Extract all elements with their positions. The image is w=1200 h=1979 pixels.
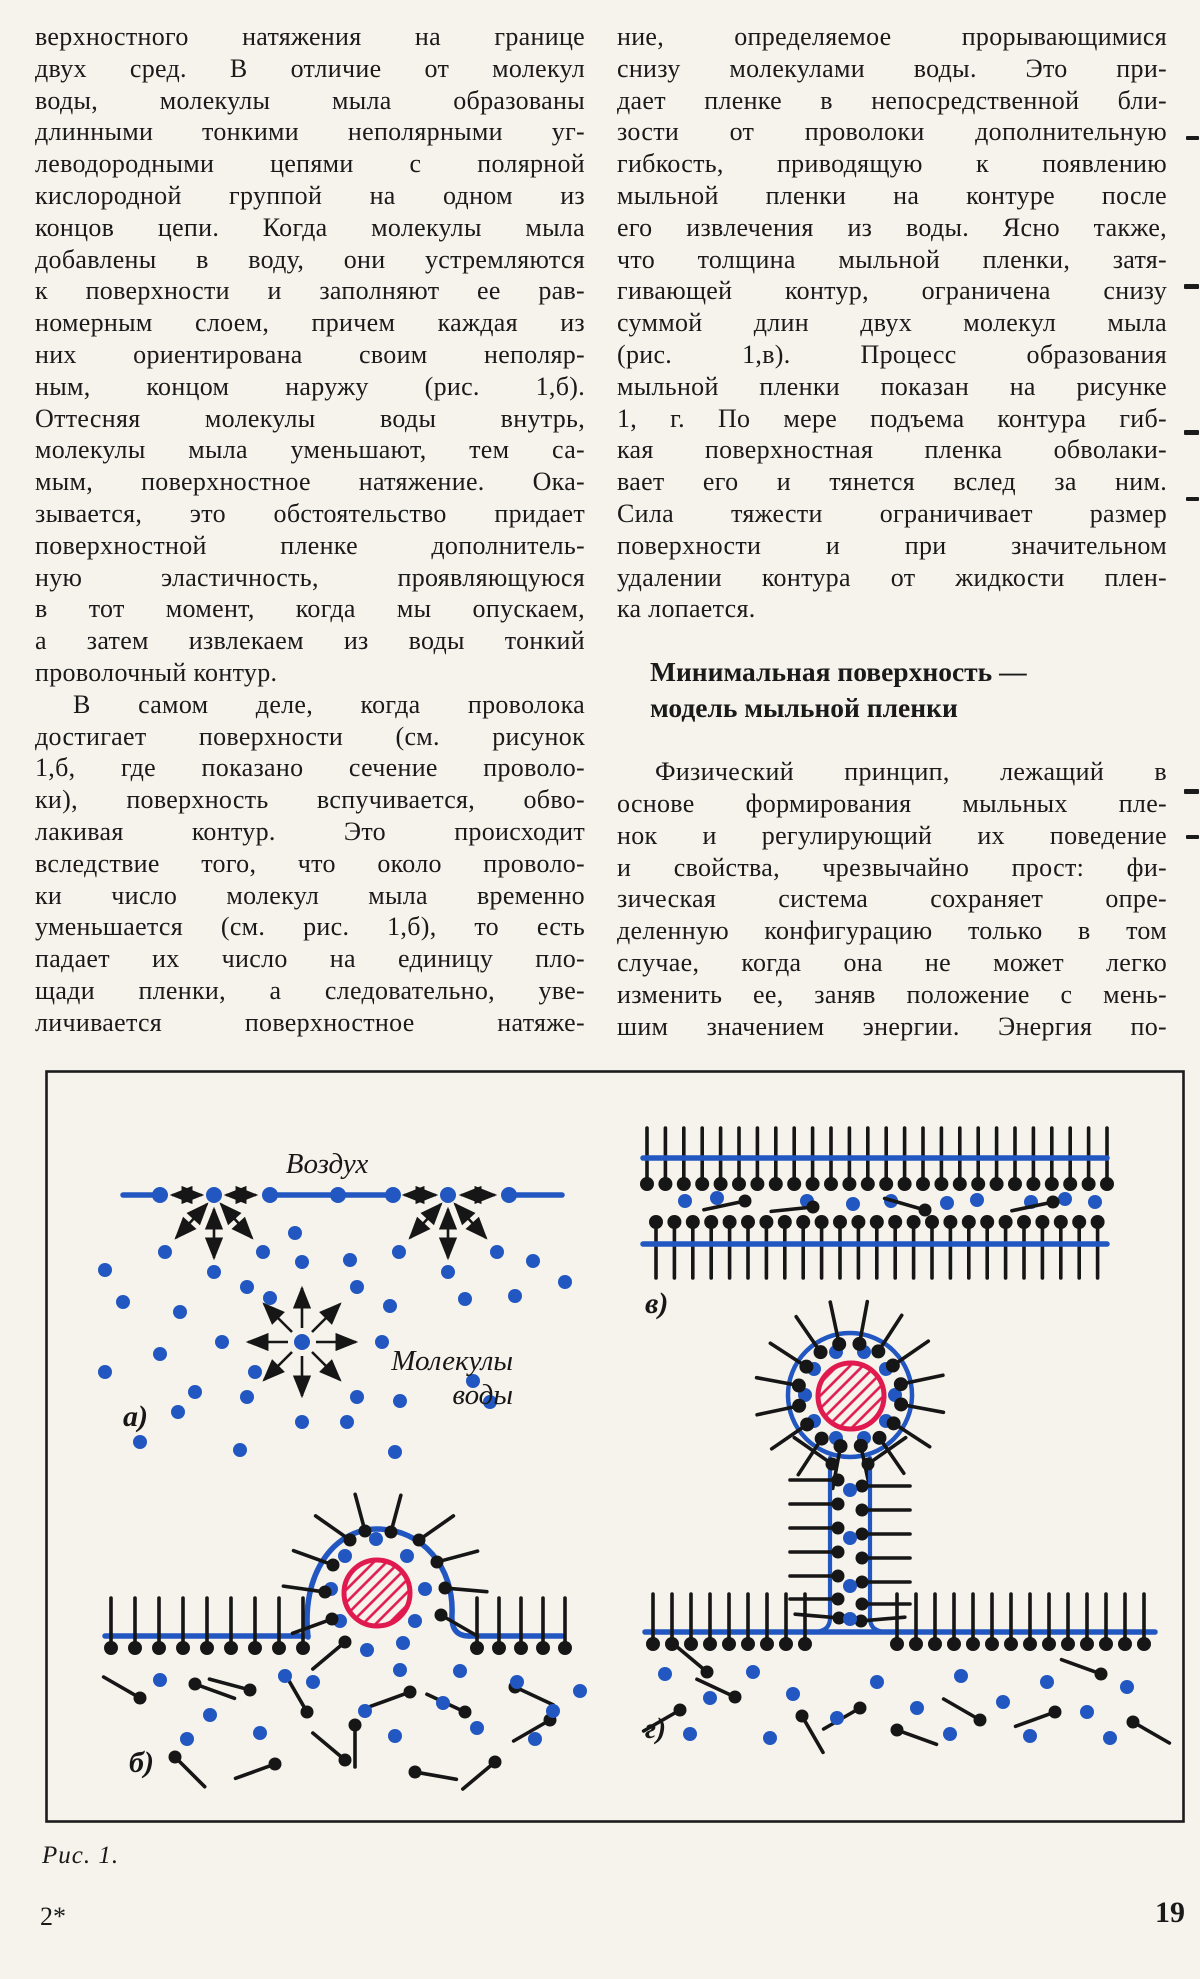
scan-artifact bbox=[1184, 284, 1199, 289]
section-heading bbox=[650, 654, 1167, 726]
film-core-soap-molecules bbox=[704, 1195, 1060, 1217]
column-water-molecules bbox=[843, 1483, 857, 1626]
text-line: 1, г. По мере подъема контура гиб- bbox=[617, 403, 1167, 433]
text-line: уменьшается (см. рис. 1,б), то есть bbox=[35, 912, 585, 942]
panel-b-wire-at-surface bbox=[104, 1494, 587, 1789]
wire-cross-section bbox=[344, 1560, 410, 1626]
surface-soap-molecules-right bbox=[890, 1594, 1151, 1651]
text-line: мым, поверхностное натяжение. Ока- bbox=[35, 467, 585, 497]
text-line: Оттесняя молекулы воды внутрь, bbox=[35, 403, 585, 433]
right-text-column bbox=[617, 21, 1167, 1042]
text-line: ную эластичность, проявляющуюся bbox=[35, 562, 585, 592]
label-panel-b: б) bbox=[129, 1746, 154, 1779]
text-line: к поверхности и заполняют ее рав- bbox=[35, 276, 585, 306]
panel-v-soap-film-bilayer bbox=[640, 1128, 1114, 1320]
scan-artifact bbox=[1184, 430, 1199, 435]
text-line: (рис. 1,в). Процесс образования bbox=[617, 339, 1167, 369]
text-line: воды, молекулы мыла образованы bbox=[35, 85, 585, 115]
wire-cross-section bbox=[818, 1363, 884, 1429]
text-line: 1,б, где показано сечение проволо- bbox=[35, 753, 585, 783]
text-line: что толщина мыльной пленки, затя- bbox=[617, 244, 1167, 274]
surface-soap-molecules-left bbox=[104, 1598, 310, 1655]
label-air: Воздух bbox=[285, 1148, 369, 1180]
text-line: мыльной пленки на контуре после bbox=[617, 180, 1167, 210]
panel-g-lifted-wire-film-column bbox=[644, 1302, 1170, 1753]
text-line: ка лопается. bbox=[617, 594, 756, 624]
bulk-water-molecules bbox=[153, 1663, 587, 1746]
text-line: достигает поверхности (см. рисунок bbox=[35, 721, 585, 751]
text-line: зости от проволоки дополнительную bbox=[617, 117, 1167, 147]
scan-artifact bbox=[1184, 789, 1199, 794]
surface-soap-molecules-left bbox=[646, 1594, 812, 1651]
text-line: кислородной группой на одном из bbox=[35, 180, 585, 210]
text-line: ки), поверхность вспучивается, обво- bbox=[35, 785, 585, 815]
signature-mark: 2* bbox=[40, 1902, 66, 1931]
text-line: гивающей контур, ограничена снизу bbox=[617, 276, 1167, 306]
text-line: нок и регулирующий их поведение bbox=[617, 820, 1167, 850]
text-line: добавлены в воду, они устремляются bbox=[35, 244, 585, 274]
text-line: зывается, это обстоятельство придает bbox=[35, 498, 585, 528]
text-line: Физический принцип, лежащий в bbox=[655, 757, 1167, 787]
page-number: 19 bbox=[1155, 1896, 1185, 1929]
text-line: Сила тяжести ограничивает размер bbox=[617, 498, 1167, 528]
label-water-molecules-line1: Молекулы bbox=[391, 1345, 513, 1377]
label-water-molecules-line2: воды bbox=[452, 1379, 513, 1411]
text-line: зическая система сохраняет опре- bbox=[617, 884, 1167, 914]
text-line: его извлечения из воды. Ясно также, bbox=[617, 212, 1167, 242]
text-line: молекулы мыла уменьшают, тем са- bbox=[35, 435, 585, 465]
label-panel-g: г) bbox=[645, 1712, 667, 1745]
surface-soap-molecules-right bbox=[470, 1598, 572, 1655]
text-line: суммой длин двух молекул мыла bbox=[617, 308, 1167, 338]
text-line: поверхности и при значительном bbox=[617, 530, 1167, 560]
text-line: поверхностной пленке дополнитель- bbox=[35, 530, 585, 560]
text-line: вает его и тянется вслед за ним. bbox=[617, 467, 1167, 497]
right-column-bottom-paragraphs bbox=[617, 756, 1167, 1042]
left-text-column bbox=[35, 21, 585, 1039]
text-line: номерным слоем, причем каждая из bbox=[35, 308, 585, 338]
heading-line: модель мыльной пленки bbox=[650, 692, 958, 724]
text-line: лакивая контур. Это происходит bbox=[35, 816, 585, 846]
heading-line: Минимальная поверхность — bbox=[650, 656, 1027, 688]
figure-1-diagram bbox=[45, 1070, 1185, 1823]
text-line: кая поверхностная пленка обволаки- bbox=[617, 435, 1167, 465]
text-line: деленную конфигурацию только в том bbox=[617, 916, 1167, 946]
text-line: щади пленки, а следовательно, уве- bbox=[35, 975, 585, 1005]
scan-artifact bbox=[1186, 136, 1199, 140]
text-line: дает пленке в непосредственной бли- bbox=[617, 85, 1167, 115]
text-line: В самом деле, когда проволока bbox=[73, 689, 585, 719]
right-column-top-paragraphs bbox=[617, 21, 1167, 625]
text-line: длинными тонкими неполярными уг- bbox=[35, 117, 585, 147]
scan-artifact bbox=[1186, 835, 1199, 839]
text-line: падает их число на единицу пло- bbox=[35, 944, 585, 974]
label-panel-a: а) bbox=[123, 1400, 148, 1433]
text-line: личивается поверхностное натяже- bbox=[35, 1007, 585, 1037]
text-line: леводородными цепями с полярной bbox=[35, 149, 585, 179]
text-line: ки число молекул мыла временно bbox=[35, 880, 585, 910]
text-line: снизу молекулами воды. Это при- bbox=[617, 53, 1167, 83]
label-panel-v: в) bbox=[645, 1287, 669, 1320]
text-line: гибкость, приводящую к появлению bbox=[617, 149, 1167, 179]
text-line: а затем извлекаем из воды тонкий bbox=[35, 626, 585, 656]
text-line: проволочный контур. bbox=[35, 657, 278, 687]
text-line: ние, определяемое прорывающимися bbox=[617, 22, 1167, 51]
text-line: ным, концом наружу (рис. 1,б). bbox=[35, 371, 585, 401]
text-line: верхностного натяжения на границе bbox=[35, 22, 585, 51]
text-line: основе формирования мыльных пле- bbox=[617, 788, 1167, 818]
text-line: изменить ее, заняв положение с мень- bbox=[617, 979, 1167, 1009]
text-line: них ориентирована своим неполяр- bbox=[35, 339, 585, 369]
text-line: в тот момент, когда мы опускаем, bbox=[35, 594, 585, 624]
text-line: мыльной пленки показан на рисунке bbox=[617, 371, 1167, 401]
text-line: вследствие того, что около проволо- bbox=[35, 848, 585, 878]
figure-caption: Рис. 1. bbox=[42, 1842, 120, 1869]
scan-artifact bbox=[1186, 497, 1199, 501]
text-line: удалении контура от жидкости плен- bbox=[617, 562, 1167, 592]
text-line: и свойства, чрезвычайно прост: фи- bbox=[617, 852, 1167, 882]
bulk-soap-molecules bbox=[644, 1645, 1170, 1752]
bulk-soap-molecules bbox=[104, 1676, 557, 1789]
text-line: шим значением энергии. Энергия по- bbox=[617, 1011, 1167, 1041]
panel-a-water-surface-diagram bbox=[98, 1148, 572, 1459]
text-line: случае, когда она не может легко bbox=[617, 947, 1167, 977]
text-line: двух сред. В отличие от молекул bbox=[35, 53, 585, 83]
text-line: концов цепи. Когда молекулы мыла bbox=[35, 212, 585, 242]
